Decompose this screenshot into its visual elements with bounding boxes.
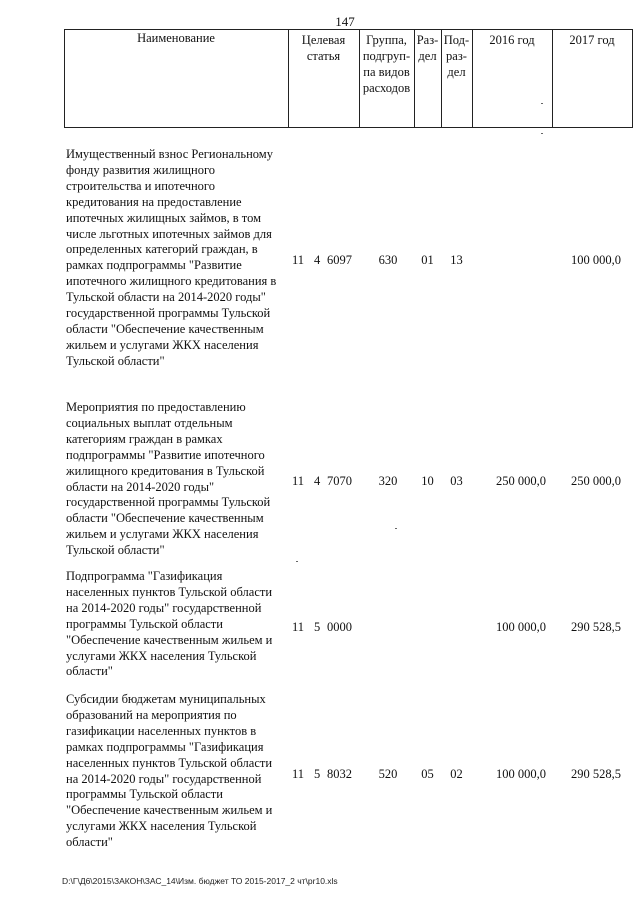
target-code-2: 5	[314, 620, 321, 634]
header-section-line: дел	[418, 49, 437, 63]
section-code: 10	[421, 474, 434, 488]
target-code-2: 4	[314, 474, 321, 488]
row-name: Мероприятия по предоставлению социальных выплат отдельным категориям граждан в рамках подпрограммы "Развитие ипотечного жилищного кредитования в Тульской области на 2014-2020 годы" государственной программы Тульской области "Обеспечение качественным жильем и услугами ЖКХ населения Тульской области"	[66, 400, 271, 558]
header-name: Наименование	[137, 31, 215, 45]
value-2017: 100 000,0	[571, 253, 621, 267]
target-code-2: 4	[314, 253, 321, 267]
target-code-1: 11	[292, 620, 305, 634]
subsection-code: 03	[450, 474, 463, 488]
target-code-3: 6097	[327, 253, 352, 267]
group-code: 520	[378, 767, 398, 781]
value-2017: 250 000,0	[571, 474, 621, 488]
section-code: 01	[421, 253, 434, 267]
scan-speck	[541, 133, 543, 134]
value-2017: 290 528,5	[571, 620, 621, 634]
header-group-line: подгруп-	[362, 49, 411, 63]
scan-speck	[395, 528, 397, 529]
header-group-line: па видов	[363, 65, 410, 79]
header-subsection-line: дел	[447, 65, 466, 79]
footer-file-path: D:\Г\Д6\2015\ЗАКОН\ЗАС_14\Изм. бюджет ТО 2015-2017_2 чт\pr10.xls	[62, 876, 338, 886]
target-code-1: 11	[292, 767, 305, 781]
scan-speck	[296, 561, 298, 562]
header-subsection-line: Под-	[443, 33, 470, 47]
subsection-code: 02	[450, 767, 463, 781]
header-section-line: Раз-	[416, 33, 439, 47]
header-2017: 2017 год	[569, 33, 615, 47]
target-code-1: 11	[292, 253, 305, 267]
page-number: 147	[335, 14, 355, 29]
scan-speck	[541, 103, 543, 104]
target-code-2: 5	[314, 767, 321, 781]
header-target-line1: Целевая	[301, 33, 346, 47]
row-name: Подпрограмма "Газификация населенных пунктов Тульской области на 2014-2020 годы" государственной программы Тульской области "Обеспечение качественным жильем и услугами ЖКХ населения Тульской области"	[66, 569, 273, 679]
value-2016: 100 000,0	[496, 620, 546, 634]
group-code: 630	[378, 253, 398, 267]
value-2016: 100 000,0	[496, 767, 546, 781]
header-target-line2: статья	[306, 49, 341, 63]
group-code: 320	[378, 474, 398, 488]
row-name: Субсидии бюджетам муниципальных образований на мероприятия по газификации населенных пунктов в рамках подпрограммы "Газификация населенных пунктов Тульской области на 2014-2020 годы" государственной программы Тульской области "Обеспечение качественным жильем и услугами ЖКХ населения Тульской области"	[66, 692, 273, 850]
header-group-line: Группа,	[366, 33, 407, 47]
row-name: Имущественный взнос Региональному фонду развития жилищного строительства и ипотечного кредитования на предоставление ипотечных жилищных займов, в том числе льготных ипотечных займов для определенных категорий граждан, в рамках подпрограммы "Развитие ипотечного жилищного кредитования в Тульской области на 2014-2020 годы" государственной программы Тульской области "Обеспечение качественным жильем и услугами ЖКХ населения Тульской области"	[66, 147, 277, 368]
header-group-line: расходов	[362, 81, 411, 95]
target-code-3: 7070	[327, 474, 352, 488]
header-2016: 2016 год	[489, 33, 535, 47]
value-2017: 290 528,5	[571, 767, 621, 781]
header-subsection-line: раз-	[446, 49, 467, 63]
value-2016: 250 000,0	[496, 474, 546, 488]
section-code: 05	[421, 767, 434, 781]
target-code-1: 11	[292, 474, 305, 488]
target-code-3: 8032	[327, 767, 352, 781]
target-code-3: 0000	[327, 620, 352, 634]
subsection-code: 13	[450, 253, 463, 267]
